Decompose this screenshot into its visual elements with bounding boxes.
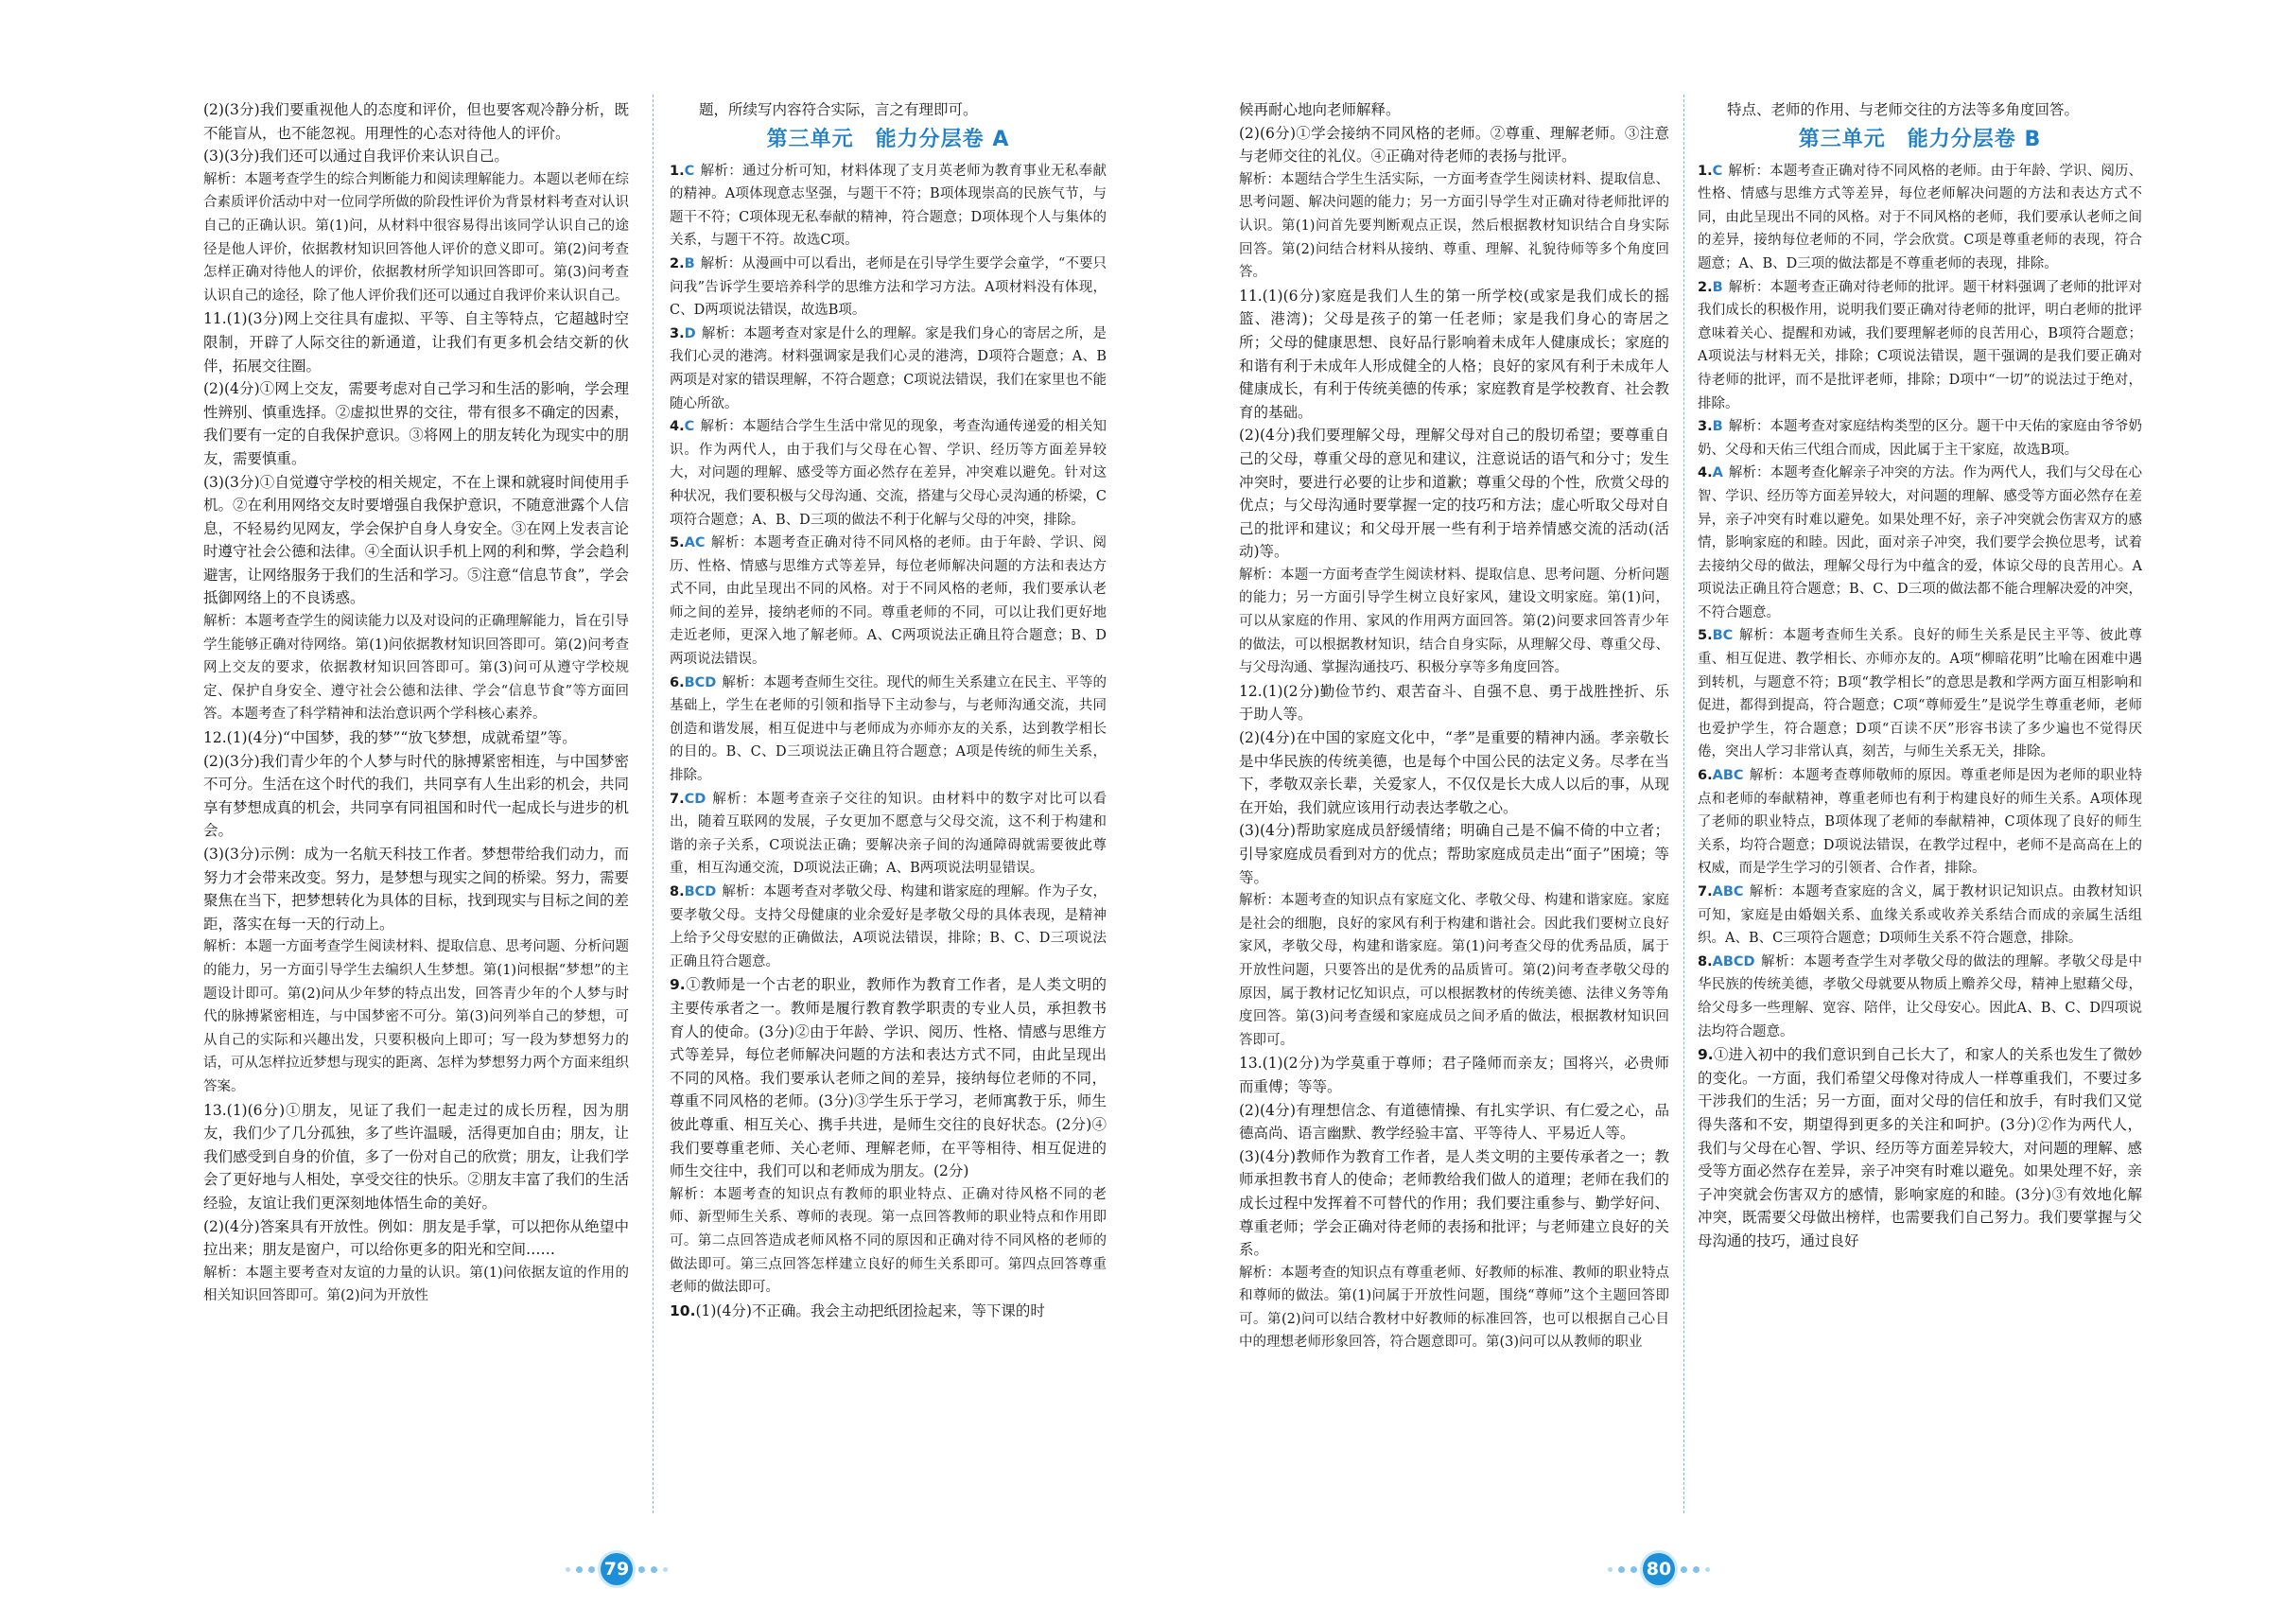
answer-text: 解析：本题考查师生关系。良好的师生关系是民主平等、彼此尊重、相互促进、教学相长、亦师亦友的。A项“柳暗花明”比喻在困难中遇到转机，与题意不符；B项“教学相长”的意思是教和学两方面互相影响和促进，都得到提高，符合题意；C项“尊师爱生”是说学生尊重老师，老师也爱护学生，符合题意；D项“百读不厌”形容书读了多少遍也不觉得厌倦，突出人学习非常认真，刻苦，与师生关系无关，排除。: [1698, 628, 2142, 760]
paragraph: (2)(4分)有理想信念、有道德情操、有扎实学识、有仁爱之心，品德高尚、语言幽默、教学经验丰富、平等待人、平易近人等。: [1239, 1101, 1669, 1143]
answer-11: 11.(1)(6分)家庭是我们人生的第一所学校(或家是我们成长的摇篮、港湾)；父母是孩子的第一任老师；家是我们身心的寄居之所；父母的健康思想、良好品行影响着未成年人健康成长；家庭的和谐有利于未成年人形成健全的人格；良好的家风有利于未成年人健康成长，有利于传统美德的传承；家庭教育是学校教育、社会教育的基础。: [1239, 287, 1669, 421]
question-number: 9.: [670, 976, 686, 994]
answer-choice: A: [1712, 465, 1723, 481]
answer-text: 解析：本题考查正确对待不同风格的老师。由于年龄、学识、阅历、性格、情感与思维方式等差异，每位老师解决问题的方法和表达方式不同，由此呈现出不同的风格。对于不同风格的老师，我们要承认老师之间的差异，接纳老师的不同。尊重老师的不同，可以让我们更好地走近老师，更深入地了解老师。A、C两项说法正确且符合题意；B、D两项说法错误。: [670, 535, 1107, 668]
answer-item: [1698, 881, 2142, 951]
question-number: 2.: [1698, 279, 1713, 295]
answer-choice: B: [1712, 419, 1723, 435]
page-number-badge: 80: [1643, 1553, 1675, 1585]
answer-list: [1698, 160, 2142, 1253]
paragraph: (3)(3分)示例：成为一名航天科技工作者。梦想带给我们动力，而努力才会带来改变。努力，是梦想与现实之间的桥梁。努力，需要聚焦在当下，把梦想转化为具体的目标，找到现实与目标之间的差距，落实在每一天的行动上。: [203, 846, 629, 933]
decor-dot: [638, 1566, 645, 1573]
answer-text: 解析：从漫画中可以看出，老师是在引导学生要学会童学，“不要只问我”告诉学生要培养科学的思维方法和学习方法。A项材料没有体现，C、D两项说法错误，故选B项。: [670, 255, 1107, 319]
left-page-column-2: [670, 98, 1107, 1517]
answer-text: 解析：本题考查正确对待老师的批评。题干材料强调了老师的批评对我们成长的积极作用，说明我们要正确对待老师的批评，明白老师的批评意味着关心、提醒和劝诫，我们要理解老师的良苦用心，B项符合题意；A项说法与材料无关，排除；C项说法错误，题干强调的是我们要正确对待老师的批评，而不是批评老师，排除；D项中“一切”的说法过于绝对，排除。: [1698, 279, 2142, 411]
question-number: 2.: [670, 255, 685, 271]
answer-choice: C: [684, 419, 695, 435]
paragraph: (3)(4分)帮助家庭成员舒缓情绪；明确自己是不偏不倚的中立者；引导家庭成员看到对方的优点；帮助家庭成员走出“面子”困境；等等。: [1239, 822, 1669, 886]
decor-dot: [1608, 1567, 1613, 1572]
answer-text: ①进入初中的我们意识到自己长大了，和家人的关系也发生了微妙的变化。一方面，我们希望父母像对待成人一样尊重我们，不要过多干涉我们的生活；另一方面，面对父母的信任和放手，有时我们又觉得失落和不安，期望得到更多的关注和呵护。(3分)②作为两代人，我们与父母在心智、学识、经历等方面差异较大，对问题的理解、感受等方面必然存在差异，亲子冲突有时难以避免。如果处理不好，亲子冲突就会伤害双方的感情，影响家庭的和睦。(3分)③有效地化解冲突，既需要父母做出榜样，也需要我们自己努力。我们要掌握与父母沟通的技巧，通过良好: [1698, 1046, 2142, 1249]
answer-item: [1698, 951, 2142, 1043]
right-page-column-2: [1698, 98, 2142, 1517]
decor-dot: [588, 1566, 595, 1573]
paragraph: (3)(3分)我们还可以通过自我评价来认识自己。: [203, 148, 509, 166]
answer-item: [1698, 764, 2142, 881]
decor-dot: [1630, 1566, 1637, 1573]
question-number: 10.: [670, 1301, 696, 1319]
answer-text: 解析：本题考查尊师敬师的原因。尊重老师是因为老师的职业特点和老师的奉献精神，尊重老师也有利于构建良好的师生关系。A项体现了老师的职业特点，B项体现了老师的奉献精神，C项体现了良好的师生关系，均符合题意；D项说法错误，在教学过程中，老师不是高高在上的权威，而是学生学习的引领者、合作者，排除。: [1698, 768, 2142, 877]
decor-dot: [1681, 1566, 1687, 1573]
answer-item: [670, 881, 1107, 973]
answer-text: 解析：本题考查家庭的含义，属于教材识记知识点。由教材知识可知，家庭是由婚姻关系、血缘关系或收养关系结合而成的亲属生活组织。A、B、C三项符合题意；D项师生关系不符合题意，排除。: [1698, 884, 2142, 947]
answer-item: [670, 323, 1107, 415]
paragraph: (2)(4分)我们要理解父母，理解父母对自己的殷切希望；要尊重自己的父母，尊重父母的意见和建议，注意说话的语气和分寸；发生冲突时，要进行必要的让步和道歉；尊重父母的个性，欣赏父母的优点；与父母沟通时要掌握一定的技巧和方法；虚心听取父母对自己的批评和建议；和父母开展一些有利于培养情感交流的活动(活动)等。: [1239, 427, 1669, 561]
decor-dot: [566, 1567, 570, 1572]
answer-text: 解析：通过分析可知，材料体现了支月英老师为教育事业无私奉献的精神。A项体现意志坚强，与题干不符；B项体现崇高的民族气节，与题干不符；C项体现无私奉献的精神，符合题意；D项体现个人与集体的关系，与题干不符。故选C项。: [670, 163, 1107, 249]
answer-13: 13.(1)(6分)①朋友，见证了我们一起走过的成长历程，因为朋友，我们少了几分孤独，多了些许温暖，活得更加自由；朋友，让我们感受到自身的价值，多了一份对自己的欣赏；朋友，让我们学会了更好地与人相处，享受交往的快乐。②朋友丰富了我们的生活经验，友谊让我们更深刻地体悟生命的美好。: [203, 1101, 629, 1212]
paragraph: 候再耐心地向老师解释。: [1239, 101, 1401, 118]
paragraph: 特点、老师的作用、与老师交往的方法等多角度回答。: [1727, 101, 2080, 118]
question-number: 3.: [670, 325, 685, 341]
question-number: 9.: [1698, 1046, 1714, 1064]
page-number-left: [566, 1553, 668, 1585]
explanation: 解析：本题考查学生的综合判断能力和阅读理解能力。本题以老师在综合素质评价活动中对一位同学所做的阶段性评价为背景材料考查对认识自己的正确认识。第(1)问，从材料中很容易得出该同学认识自己的途径是他人评价，依据教材知识回答他人评价的意义即可。第(2)问考查怎样正确对待他人的评价，依据教材所学知识回答即可。第(3)问考查认识自己的途径，除了他人评价我们还可以通过自我评价来认识自己。: [203, 171, 629, 304]
right-page-column-1: [1239, 98, 1669, 1517]
answer-item: [1698, 624, 2142, 764]
answer-text: 解析：本题考查亲子交往的知识。由材料中的数字对比可以看出，随着互联网的发展，子女更加不愿意与父母交流，这不利于构建和谐的亲子关系，C项说法正确；要解决亲子间的沟通障碍就需要彼此尊重，相互沟通交流，D项说法正确；A、B两项说法明显错误。: [670, 791, 1107, 877]
answer-item: [670, 672, 1107, 788]
answer-item: [670, 160, 1107, 253]
answer-item: [670, 1300, 1107, 1323]
decor-dot: [1693, 1566, 1700, 1573]
paragraph: (2)(3分)我们要重视他人的态度和评价，但也要客观冷静分析，既不能盲从，也不能忽视。用理性的心态对待他人的评价。: [203, 101, 629, 142]
paragraph: (2)(6分)①学会接纳不同风格的老师。②尊重、理解老师。③注意与老师交往的礼仪。④正确对待老师的表扬与批评。: [1239, 124, 1669, 166]
answer-13: 13.(1)(2分)为学莫重于尊师；君子隆师而亲友；国将兴，必贵师而重傅；等等。: [1239, 1055, 1669, 1095]
paragraph: 题，所续写内容符合实际，言之有理即可。: [699, 101, 978, 118]
decor-dot: [663, 1567, 668, 1572]
answer-text: 解析：本题考查学生对孝敬父母的做法的理解。孝敬父母是中华民族的传统美德，孝敬父母就要从物质上赡养父母，精神上慰藉父母，给父母多一些理解、宽容、陪伴，让父母安心。因此A、B、C、D四项说法均符合题意。: [1698, 953, 2142, 1039]
column-divider: [1683, 95, 1684, 1513]
answer-text: 解析：本题考查的知识点有教师的职业特点、正确对待风格不同的老师、新型师生关系、尊师的表现。第一点回答教师的职业特点和作用即可。第二点回答造成老师风格不同的原因和正确对待不同风格的老师的做法即可。第三点回答怎样建立良好的师生关系即可。第四点回答尊重老师的做法即可。: [670, 1186, 1107, 1296]
answer-choice: D: [684, 325, 696, 341]
explanation: 解析：本题一方面考查学生阅读材料、提取信息、思考问题、分析问题的能力，另一方面引导学生去编织人生梦想。第(1)问根据“梦想”的主题设计即可。第(2)问从少年梦的特点出发，回答青少年的个人梦与时代的脉搏紧密相连，与中国梦密不可分。第(3)问列举自己的梦想，可从自己的实际和兴趣出发，只要积极向上即可；写一段为梦想努力的话，可从怎样拉近梦想与现实的距离、怎样为梦想努力两个方面来组织答案。: [203, 939, 629, 1094]
answer-item: [1698, 160, 2142, 276]
question-number: 5.: [1698, 628, 1713, 644]
answer-choice: ABCD: [1712, 953, 1755, 969]
question-number: 4.: [670, 419, 685, 435]
paragraph: (2)(4分)在中国的家庭文化中，“孝”是重要的精神内涵。孝亲敬长是中华民族的传统美德，也是每个中国公民的法定义务。尽孝在当下，孝敬双亲长辈，关爱家人，不仅仅是长大成人以后的事，从现在开始，我们就应该用行动表达孝敬之心。: [1239, 729, 1669, 816]
explanation: 解析：本题考查的知识点有尊重老师、好教师的标准、教师的职业特点和尊师的做法。第(1)问属于开放性问题，围绕“尊师”这个主题回答即可。第(2)问可以结合教材中好教师的标准回答，也可以根据自己心目中的理想老师形象回答，符合题意即可。第(3)问可以从教师的职业: [1239, 1265, 1669, 1351]
answer-text: 解析：本题考查正确对待不同风格的老师。由于年龄、学识、阅历、性格、情感与思维方式等差异，每位老师解决问题的方法和表达方式不同，由此呈现出不同的风格。对于不同风格的老师，我们要承认老师之间的差异，接纳每位老师的不同，学会欣赏。C项是尊重老师的表现，符合题意；A、B、D三项的做法都是不尊重老师的表现，排除。: [1698, 163, 2142, 271]
answer-choice: B: [684, 255, 695, 271]
question-number: 8.: [670, 884, 685, 899]
answer-item: [670, 415, 1107, 532]
paragraph: (3)(3分)①自觉遵守学校的相关规定，不在上课和就寝时间使用手机。②在利用网络交友时要增强自我保护意识，不随意泄露个人信息，不轻易约见网友，学会保护自身人身安全。③在网上发表言论时遵守社会公德和法律。④全面认识手机上网的利和弊，学会趋利避害，让网络服务于我们的生活和学习。⑤注意“信息节食”，学会抵御网络上的不良诱惑。: [203, 473, 629, 607]
answer-choice: AC: [684, 535, 706, 551]
question-number: 1.: [670, 163, 685, 179]
answer-text: 解析：本题考查对家是什么的理解。家是我们身心的寄居之所，是我们心灵的港湾。材料强调家是我们心灵的港湾，D项符合题意；A、B两项是对家的错误理解，不符合题意；C项说法错误，我们在家里也不能随心所欲。: [670, 325, 1107, 411]
answer-choice: ABC: [1712, 884, 1744, 899]
paragraph: (2)(3分)我们青少年的个人梦与时代的脉搏紧密相连，与中国梦密不可分。生活在这个时代的我们，共同享有人生出彩的机会，共同享有梦想成真的机会，共同享有同祖国和时代一起成长与进步的机会。: [203, 752, 629, 840]
answer-list: [670, 160, 1107, 1323]
answer-choice: C: [1712, 163, 1723, 179]
page-number-badge: 79: [601, 1553, 633, 1585]
answer-item: [670, 253, 1107, 323]
question-number: 7.: [670, 791, 685, 807]
explanation: 解析：本题考查的知识点有家庭文化、孝敬父母、构建和谐家庭。家庭是社会的细胞，良好的家风有利于构建和谐社会。因此我们要树立良好家风，孝敬父母，构建和谐家庭。第(1)问考查父母的优秀品质，属于开放性问题，只要答出的是优秀的品质皆可。第(2)问考查孝敬父母的原因，属于教材记忆知识点，可以根据教材的传统美德、法律义务等角度回答。第(3)问考查缓和家庭成员之间矛盾的做法，根据教材知识回答即可。: [1239, 893, 1669, 1048]
paragraph: (2)(4分)答案具有开放性。例如：朋友是手掌，可以把你从绝望中拉出来；朋友是窗户，可以给你更多的阳光和空间……: [203, 1217, 629, 1259]
answer-text: 解析：本题考查对家庭结构类型的区分。题干中天佑的家庭由爷爷奶奶、父母和天佑三代组合而成，因此属于主干家庭，故选B项。: [1698, 419, 2142, 458]
answer-choice: CD: [684, 791, 706, 807]
explanation: 解析：本题主要考查对友谊的力量的认识。第(1)问依据友谊的作用的相关知识回答即可。第(2)问为开放性: [203, 1265, 629, 1304]
answer-choice: BCD: [684, 884, 717, 899]
answer-choice: BC: [1712, 628, 1734, 644]
answer-choice: BCD: [684, 674, 717, 690]
question-number: 1.: [1698, 163, 1713, 179]
answer-text: 解析：本题结合学生生活中常见的现象，考查沟通传递爱的相关知识。作为两代人，由于我们与父母在心智、学识、经历等方面差异较大，对问题的理解、感受等方面必然存在差异，冲突难以避免。针对这种状况，我们要积极与父母沟通、交流，搭建与父母心灵沟通的桥梁，C项符合题意；A、B、D三项的做法不利于化解与父母的冲突，排除。: [670, 419, 1107, 528]
paragraph: (2)(4分)①网上交友，需要考虑对自己学习和生活的影响，学会理性辨别、慎重选择。②虚拟世界的交往，带有很多不确定的因素，我们要有一定的自我保护意识。③将网上的朋友转化为现实中的朋友，需要慎重。: [203, 380, 629, 467]
answer-item: [1698, 462, 2142, 624]
answer-11: 11.(1)(3分)网上交往具有虚拟、平等、自主等特点，它超越时空限制，开辟了人际交往的新通道，让我们有更多机会结交新的伙伴，拓展交往圈。: [203, 310, 629, 375]
question-number: 6.: [670, 674, 685, 690]
answer-item: [670, 973, 1107, 1182]
answer-item: [670, 1183, 1107, 1300]
question-number: 6.: [1698, 768, 1713, 784]
explanation: 解析：本题结合学生生活实际，一方面考查学生阅读材料、提取信息、思考问题、解决问题的能力；另一方面引导学生对正确对待老师批评的认识。第(1)问首先要判断观点正误，然后根据教材知识结合自身实际回答。第(2)问结合材料从接纳、尊重、理解、礼貌待师等多个角度回答。: [1239, 171, 1669, 281]
answer-item: [1698, 415, 2142, 462]
answer-item: [1698, 1043, 2142, 1252]
question-number: 8.: [1698, 953, 1713, 969]
answer-choice: ABC: [1712, 768, 1744, 784]
section-heading-a: 第三单元 能力分层卷 A: [766, 127, 1010, 151]
answer-choice: B: [1712, 279, 1723, 295]
answer-text: 解析：本题考查师生交往。现代的师生关系建立在民主、平等的基础上，学生在老师的引领和指导下主动参与，与老师沟通交流，共同创造和谐发展，相互促进中与老师成为亦师亦友的关系，达到教学相长的目的。B、C、D三项说法正确且符合题意；A项是传统的师生关系，排除。: [670, 674, 1107, 784]
explanation: 解析：本题考查学生的阅读能力以及对设问的正确理解能力，旨在引导学生能够正确对待网络。第(1)问依据教材知识回答即可。第(2)问考查网上交友的要求，依据教材知识回答即可。第(3)问可从遵守学校规定、保护自身安全、遵守社会公德和法律、学会“信息节食”等方面回答。本题考查了科学精神和法治意识两个学科核心素养。: [203, 614, 629, 723]
answer-item: [1698, 276, 2142, 416]
decor-dot: [576, 1566, 583, 1573]
answer-item: [670, 788, 1107, 881]
decor-dot: [1618, 1566, 1625, 1573]
decor-dot: [1705, 1567, 1710, 1572]
answer-choice: C: [684, 163, 695, 179]
answer-text: ①教师是一个古老的职业，教师作为教育工作者，是人类文明的主要传承者之一。教师是履行教育教学职责的专业人员，承担教书育人的使命。(3分)②由于年龄、学识、阅历、性格、情感与思维方式等差异，每位老师解决问题的方法和表达方式不同，由此呈现出不同的风格。我们要承认老师之间的差异，接纳每位老师的不同，尊重不同风格的老师。(3分)③学生乐于学习，老师寓教于乐，师生彼此尊重、相互关心、携手共进，是师生交往的良好状态。(2分)④我们要尊重老师、关心老师、理解老师，在平等相待、相互促进的师生交往中，我们可以和老师成为朋友。(2分): [670, 976, 1107, 1180]
section-heading-b: 第三单元 能力分层卷 B: [1798, 127, 2042, 151]
explanation: 解析：本题一方面考查学生阅读材料、提取信息、思考问题、分析问题的能力；另一方面引导学生树立良好家风，建设文明家庭。第(1)问，可以从家庭的作用、家风的作用两方面回答。第(2)问要求回答青少年的做法，可以根据教材知识，结合自身实际，从理解父母、尊重父母、与父母沟通、掌握沟通技巧、积极分享等多角度回答。: [1239, 567, 1669, 676]
answer-text: (1)(4分)不正确。我会主动把纸团捡起来，等下课的时: [695, 1301, 1045, 1319]
question-number: 4.: [1698, 465, 1713, 481]
answer-12: 12.(1)(4分)“中国梦，我的梦”“放飞梦想，成就希望”等。: [203, 729, 577, 747]
left-page-column-1: [203, 98, 629, 1517]
answer-text: 解析：本题考查化解亲子冲突的方法。作为两代人，我们与父母在心智、学识、经历等方面差异较大，对问题的理解、感受等方面必然存在差异，亲子冲突有时难以避免。如果处理不好，亲子冲突就会伤害双方的感情，影响家庭的和睦。因此，面对亲子冲突，我们要学会换位思考，试着去接纳父母的做法，理解父母行为中蕴含的爱，体谅父母的良苦用心。A项说法正确且符合题意；B、C、D三项的做法都不能合理解决爱的冲突，不符合题意。: [1698, 465, 2142, 620]
answer-text: 解析：本题考查对孝敬父母、构建和谐家庭的理解。作为子女，要孝敬父母。支持父母健康的业余爱好是孝敬父母的具体表现，是精神上给予父母安慰的正确做法，A项说法错误，排除；B、C、D三项说法正确且符合题意。: [670, 884, 1107, 969]
answer-12: 12.(1)(2分)勤俭节约、艰苦奋斗、自强不息、勇于战胜挫折、乐于助人等。: [1239, 682, 1669, 724]
answer-item: [670, 532, 1107, 672]
paragraph: (3)(4分)教师作为教育工作者，是人类文明的主要传承者之一；教师承担教书育人的使命；老师教给我们做人的道理；老师在我们的成长过程中发挥着不可替代的作用；我们要注重参与、勤学好问、尊重老师；学会正确对待老师的表扬和批评；与老师建立良好的关系。: [1239, 1147, 1669, 1259]
page-number-right: [1608, 1553, 1710, 1585]
decor-dot: [651, 1566, 657, 1573]
question-number: 3.: [1698, 419, 1713, 435]
question-number: 7.: [1698, 884, 1713, 899]
question-number: 5.: [670, 535, 685, 551]
column-divider: [653, 95, 654, 1513]
